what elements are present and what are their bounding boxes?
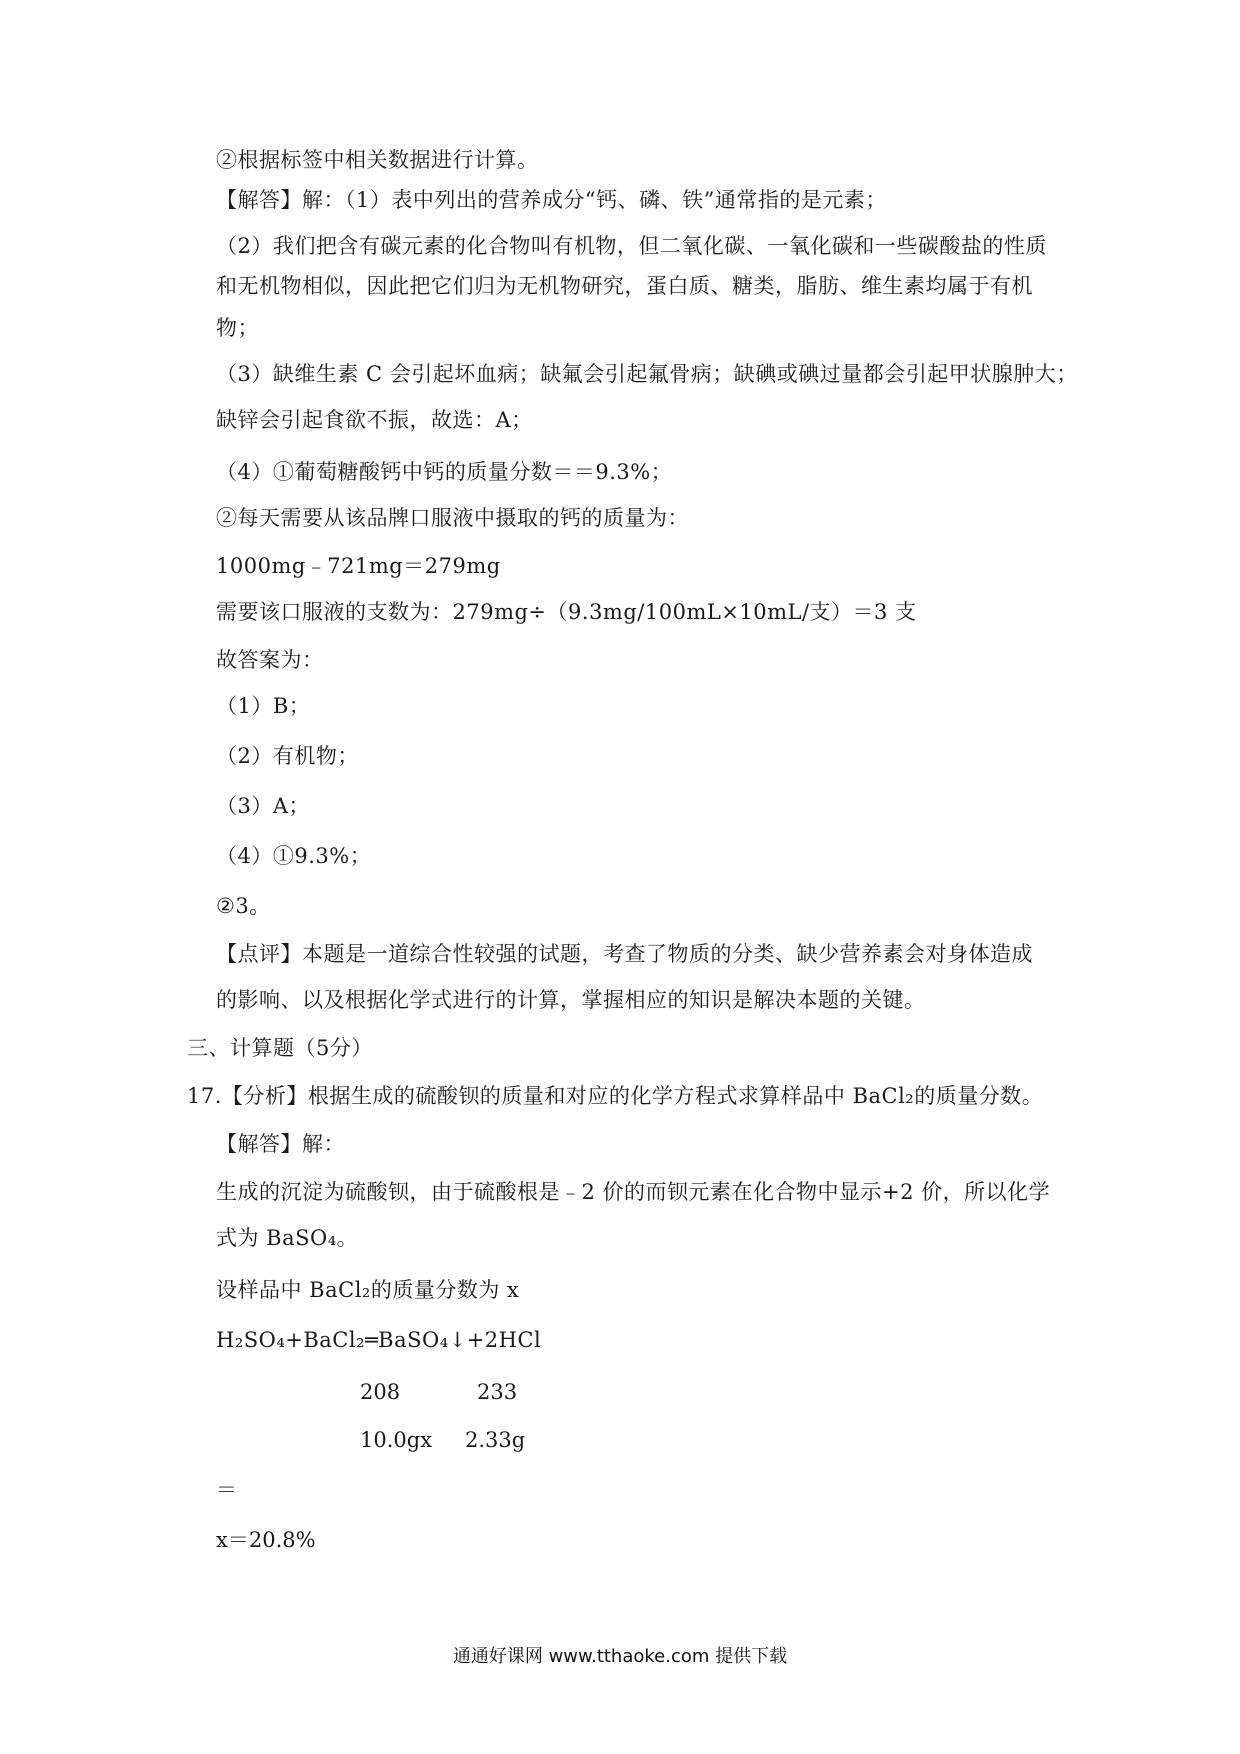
text-line: 式为 BaSO₄。 bbox=[216, 1226, 359, 1250]
proportion-equals: ＝ bbox=[216, 1478, 237, 1502]
text-line: （3）A； bbox=[216, 794, 311, 818]
text-line: 和无机物相似，因此把它们归为无机物研究，蛋白质、糖类，脂肪、维生素均属于有机 bbox=[216, 274, 1033, 298]
text-line: 故答案为： bbox=[216, 648, 324, 672]
text-line: 物； bbox=[216, 316, 259, 340]
precipitate-mass: 2.33g bbox=[465, 1428, 526, 1452]
chemical-equation: H₂SO₄+BaCl₂═BaSO₄↓+2HCl bbox=[216, 1328, 542, 1352]
text-line: 设样品中 BaCl₂的质量分数为 x bbox=[216, 1278, 520, 1302]
text-line: 【解答】解： bbox=[216, 1132, 345, 1156]
sample-mass: 10.0gx bbox=[360, 1428, 433, 1452]
text-line: 需要该口服液的支数为：279mg÷（9.3mg/100mL×10mL/支）＝3 支 bbox=[216, 600, 917, 624]
text-line: （4）①葡萄糖酸钙中钙的质量分数＝＝9.3%； bbox=[216, 460, 673, 484]
result-line: x＝20.8% bbox=[216, 1528, 316, 1552]
text-line: 1000mg﹣721mg＝279mg bbox=[216, 554, 501, 578]
text-line: （1）B； bbox=[216, 694, 311, 718]
text-line: （2）有机物； bbox=[216, 744, 359, 768]
text-line: （2）我们把含有碳元素的化合物叫有机物，但二氧化碳、一氧化碳和一些碳酸盐的性质 bbox=[216, 234, 1047, 258]
text-line: 17.【分析】根据生成的硫酸钡的质量和对应的化学方程式求算样品中 BaCl₂的质量分数。 bbox=[187, 1084, 1044, 1108]
text-line: 【解答】解：（1）表中列出的营养成分“钙、磷、铁”通常指的是元素； bbox=[216, 188, 887, 212]
text-line: ②3。 bbox=[216, 894, 271, 918]
text-line: （3）缺维生素 C 会引起坏血病；缺氟会引起氟骨病；缺碘或碘过量都会引起甲状腺肿大； bbox=[216, 362, 1078, 386]
text-line: ②根据标签中相关数据进行计算。 bbox=[216, 148, 539, 172]
text-line: （4）①9.3%； bbox=[216, 844, 372, 868]
text-line: 生成的沉淀为硫酸钡，由于硫酸根是﹣2 价的而钡元素在化合物中显示+2 价，所以化学 bbox=[216, 1180, 1051, 1204]
molar-mass-baso4: 233 bbox=[477, 1380, 518, 1404]
text-line: ②每天需要从该品牌口服液中摄取的钙的质量为： bbox=[216, 506, 689, 530]
text-line: 【点评】本题是一道综合性较强的试题，考查了物质的分类、缺少营养素会对身体造成 bbox=[216, 942, 1033, 966]
molar-mass-bacl2: 208 bbox=[360, 1380, 401, 1404]
text-line: 缺锌会引起食欲不振，故选：A； bbox=[216, 408, 533, 432]
text-line: 的影响、以及根据化学式进行的计算，掌握相应的知识是解决本题的关键。 bbox=[216, 988, 926, 1012]
footer-source: 通通好课网 www.tthaoke.com 提供下载 bbox=[452, 1646, 788, 1667]
section-heading: 三、计算题（5分） bbox=[187, 1036, 373, 1060]
